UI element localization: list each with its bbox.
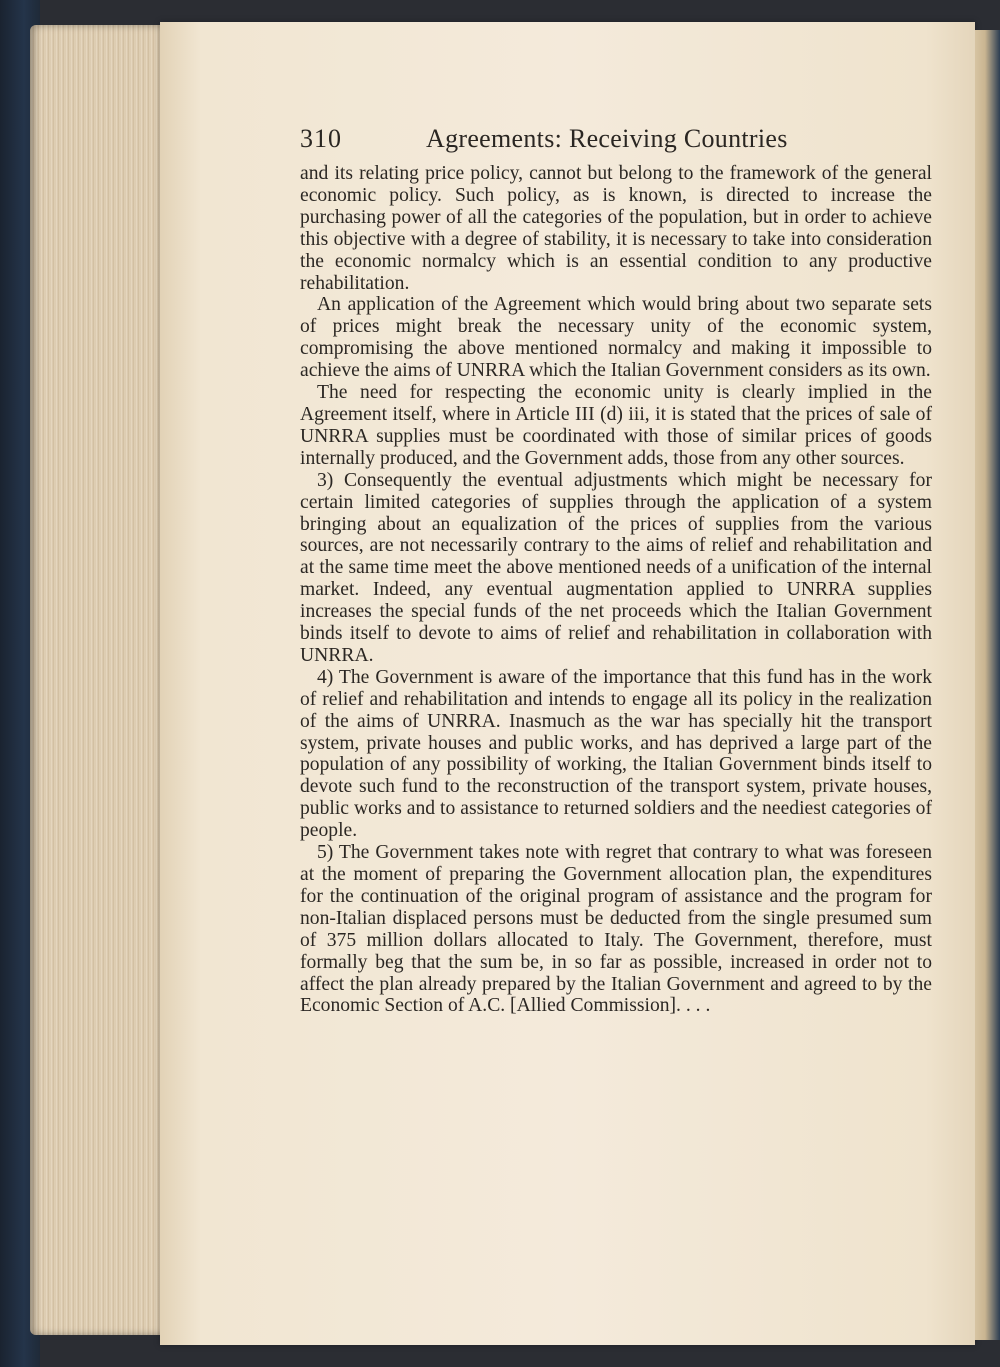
running-title: Agreements: Receiving Countries [426,124,788,153]
paragraph-point-3: 3) Consequently the eventual adjustments which might be necessary for certain limited categories of supplies through the application of a system bringing about an equalization of the prices of supplies from the various sources, are not necessarily contrary to the aims of relief and rehabilitation and at the same time meet the above mentioned needs of a unification of the internal market. Indeed, any eventual augmentation applied to UNRRA supplies increases the special funds of the net proceeds which the Italian Government binds itself to devote to aims of relief and rehabilitation in collaboration with UNRRA. [300,469,932,666]
body-text [300,163,932,1017]
paragraph-point-5: 5) The Government takes note with regret that contrary to what was foreseen at the moment of preparing the Government allocation plan, the expenditures for the continuation of the original program of assistance and the program for non-Italian displaced persons must be deducted from the single presumed sum of 375 million dollars allocated to Italy. The Government, therefore, must formally beg that the sum be, in so far as possible, increased in order not to affect the plan already prepared by the Italian Government and agreed to by the Economic Section of A.C. [Allied Commission]. . . . [300,842,932,1017]
paragraph-economic-unity: The need for respecting the economic unity is clearly implied in the Agreement itself, where in Article III (d) iii, it is stated that the prices of sale of UNRRA supplies must be coordinated with those of similar prices of goods internally produced, and the Government adds, those from any other sources. [300,382,932,469]
page-edges [30,25,162,1335]
paragraph-continuation: and its relating price policy, cannot but belong to the framework of the general economic policy. Such policy, as is known, is directed to increase the purchasing power of all the categories of the population, but in order to achieve this objective with a degree of stability, it is necessary to take into consideration the economic normalcy which is an essential condition to any productive rehabilitation. [300,163,932,294]
page-number: 310 [300,124,342,153]
book-cover-right [975,30,1000,1340]
paragraph-application: An application of the Agreement which would bring about two separate sets of prices might break the necessary unity of the economic system, compromising the above mentioned normalcy and making it impossible to achieve the aims of UNRRA which the Italian Government considers as its own. [300,294,932,382]
page-header [300,124,940,160]
paragraph-point-4: 4) The Government is aware of the importance that this fund has in the work of relief and rehabilitation and intends to engage all its policy in the realization of the aims of UNRRA. Inasmuch as the war has specially hit the transport system, private houses and public works, and has deprived a large part of the population of any possibility of working, the Italian Government binds itself to devote such fund to the reconstruction of the transport system, private houses, public works and to assistance to returned soldiers and the neediest categories of people. [300,666,932,842]
